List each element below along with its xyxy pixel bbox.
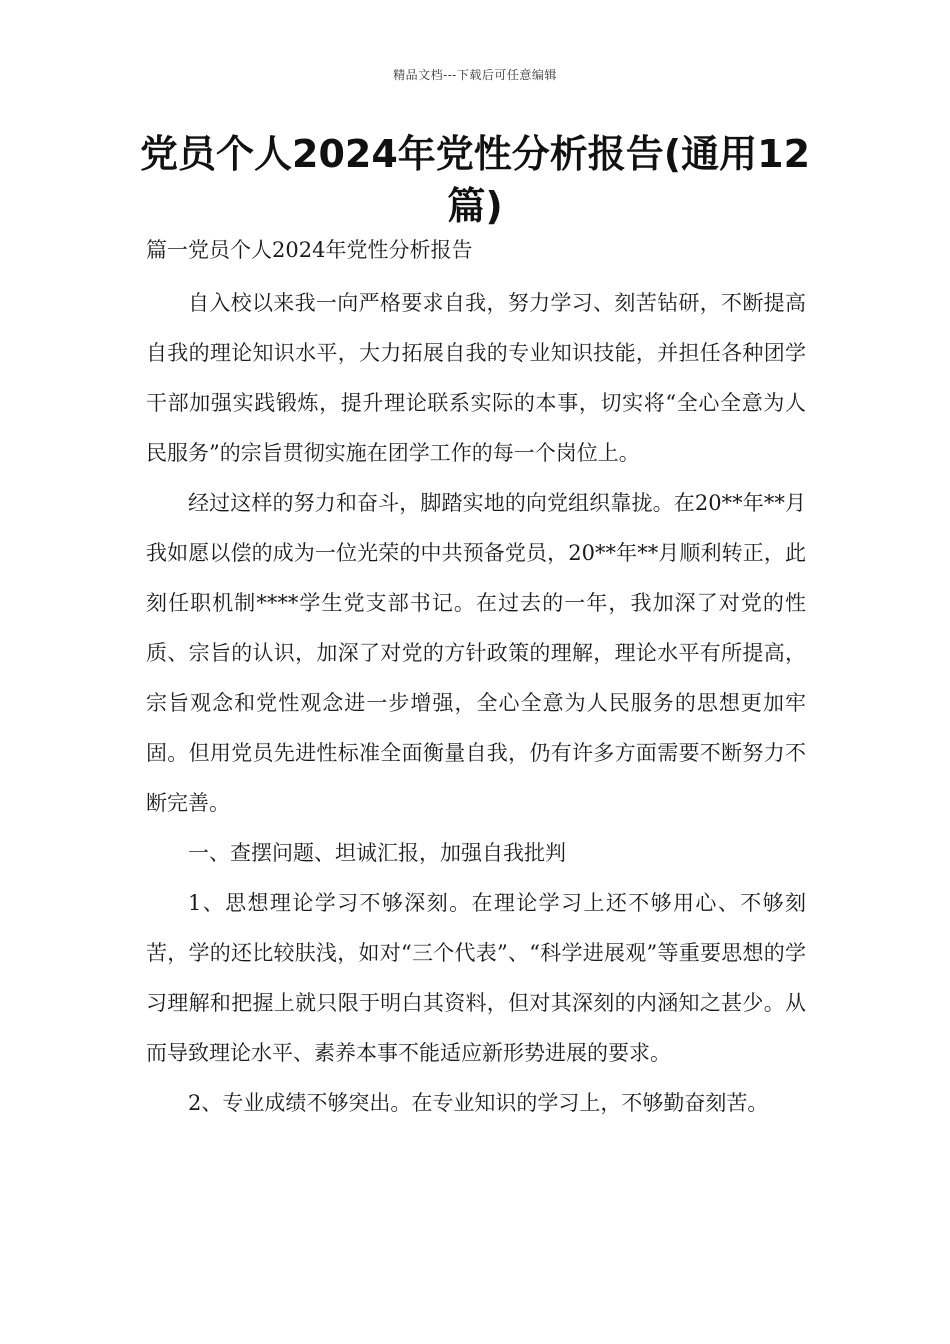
- page-header: 精品文档---下载后可任意编辑: [393, 68, 557, 82]
- paragraph-3: 1、思想理论学习不够深刻。在理论学习上还不够用心、不够刻苦，学的还比较肤浅，如对“三个代表”、“科学进展观”等重要思想的学习理解和把握上就只限于明白其资料，但对其深刻的内涵知之甚少。从而导致理论水平、素养本事不能适应新形势进展的要求。: [146, 891, 806, 1065]
- document-body: [146, 230, 806, 1128]
- paragraph-4: 2、专业成绩不够突出。在专业知识的学习上，不够勤奋刻苦。: [188, 1091, 769, 1115]
- section-subheading-1: 一、查摆问题、坦诚汇报，加强自我批判: [188, 841, 566, 865]
- document-title: 党员个人2024年党性分析报告(通用12篇): [140, 132, 811, 228]
- section-heading: 篇一党员个人2024年党性分析报告: [146, 238, 473, 262]
- paragraph-1: 自入校以来我一向严格要求自我，努力学习、刻苦钻研，不断提高自我的理论知识水平，大力拓展自我的专业知识技能，并担任各种团学干部加强实践锻炼，提升理论联系实际的本事，切实将“全心全意为人民服务”的宗旨贯彻实施在团学工作的每一个岗位上。: [146, 291, 806, 465]
- paragraph-2: 经过这样的努力和奋斗，脚踏实地的向党组织靠拢。在20**年**月我如愿以偿的成为一位光荣的中共预备党员，20**年**月顺利转正，此刻任职机制****学生党支部书记。在过去的一年，我加深了对党的性质、宗旨的认识，加深了对党的方针政策的理解，理论水平有所提高，宗旨观念和党性观念进一步增强，全心全意为人民服务的思想更加牢固。但用党员先进性标准全面衡量自我，仍有许多方面需要不断努力不断完善。: [146, 491, 806, 815]
